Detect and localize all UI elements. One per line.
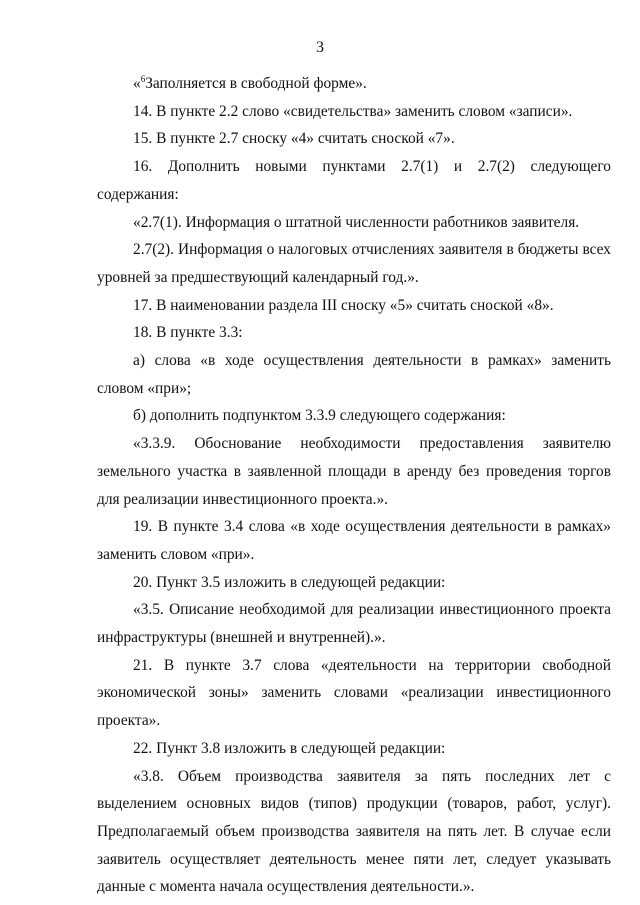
paragraph-item-16: 16. Дополнить новыми пунктами 2.7(1) и 2.7(2) следующего содержания: — [97, 158, 611, 203]
paragraph-item-18: 18. В пункте 3.3: — [133, 324, 243, 342]
paragraph-2-7-1: «2.7(1). Информация о штатной численности работников заявителя. — [133, 213, 580, 231]
paragraph-item-19: 19. В пункте 3.4 слова «в ходе осуществления деятельности в рамках» заменить словом «при». — [97, 518, 611, 563]
paragraph-footnote-6-open-quote: « — [133, 75, 141, 92]
paragraph-2-7-2: 2.7(2). Информация о налоговых отчислениях заявителя в бюджеты всех уровней за предшествующий календарный год.». — [97, 241, 611, 286]
paragraph-item-18-a: а) слова «в ходе осуществления деятельности в рамках» заменить словом «при»; — [97, 352, 611, 397]
footnote-marker: 6 — [140, 73, 146, 84]
paragraph-item-15: 15. В пункте 2.7 сноску «4» считать сноской «7». — [133, 130, 455, 148]
paragraph-item-22: 22. Пункт 3.8 изложить в следующей редакции: — [133, 739, 446, 757]
paragraph-item-20: 20. Пункт 3.5 изложить в следующей редакции: — [133, 573, 446, 591]
paragraph-3-5: «3.5. Описание необходимой для реализации инвестиционного проекта инфраструктуры (внешней и внутренней).». — [97, 601, 611, 647]
paragraph-item-17: 17. В наименовании раздела III сноску «5» считать сноской «8». — [133, 296, 554, 314]
paragraph-item-18-b: б) дополнить подпунктом 3.3.9 следующего содержания: — [133, 407, 506, 425]
paragraph-footnote-6-text: Заполняется в свободной форме». — [145, 75, 367, 92]
page-number: 3 — [316, 39, 324, 56]
paragraph-3-8: «3.8. Объем производства заявителя за пять последних лет с выделением основных видов (типов) продукции (товаров, работ, услуг). Предполагаемый объем производства заявителя на пять лет. В случае если заявитель осуществляет деятельность менее пяти лет, следует указывать данные с момента начала осуществления деятельности.». — [97, 767, 611, 896]
paragraph-item-21: 21. В пункте 3.7 слова «деятельности на территории свободной экономической зоны» заменить словами «реализации инвестиционного проекта». — [97, 656, 611, 730]
paragraph-item-14: 14. В пункте 2.2 слово «свидетельства» заменить словом «записи». — [133, 102, 573, 120]
paragraph-3-3-9: «3.3.9. Обоснование необходимости предоставления заявителю земельного участка в заявленной площади в аренду без проведения торгов для реализации инвестиционного проекта.». — [97, 435, 611, 508]
paragraph-footnote-6 — [97, 70, 611, 98]
document-body — [97, 70, 611, 901]
